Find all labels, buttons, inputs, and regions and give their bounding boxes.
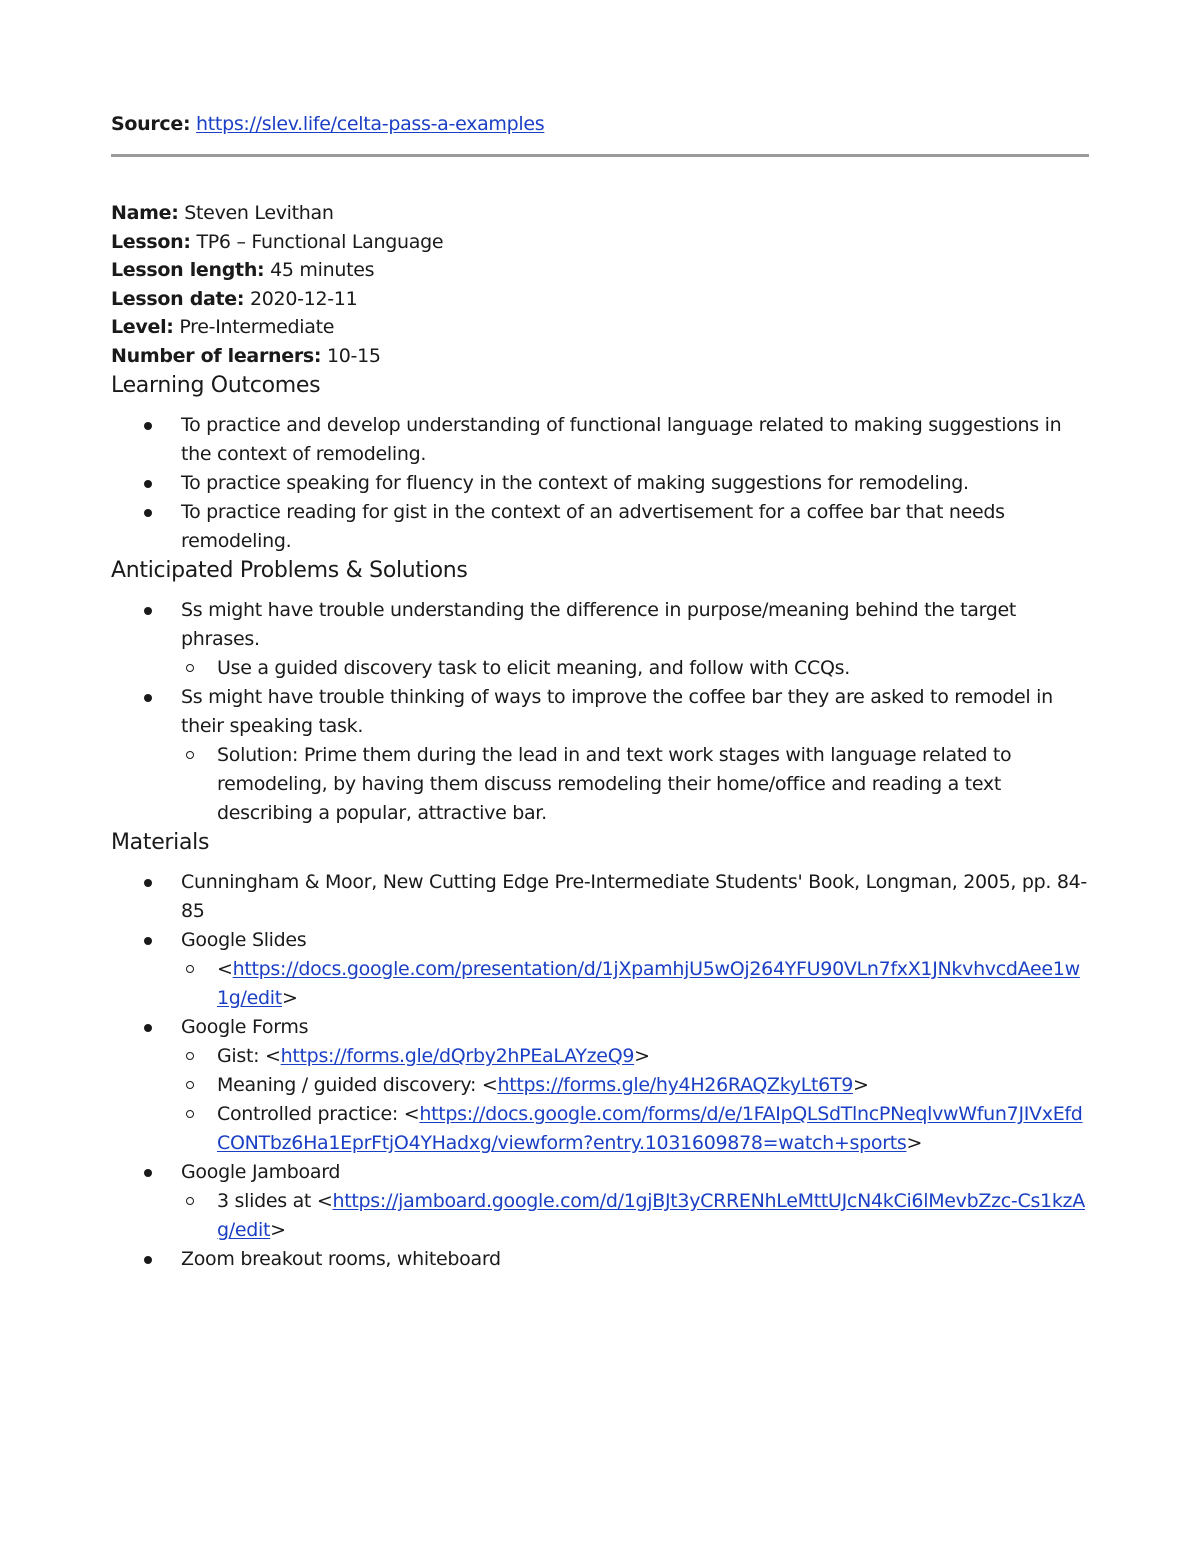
level-row [111,313,1089,342]
list-item-text: Ss might have trouble thinking of ways to improve the coffee bar they are asked to remodel in their speaking task. [181,685,1053,737]
circle-bullet-icon [186,1110,194,1118]
learners-label: Number of learners: [111,344,322,367]
document-page [111,110,1089,1274]
materials-heading: Materials [111,829,210,855]
problems-list [111,596,1089,828]
angle-close: > [281,986,298,1009]
google-slides-link[interactable]: https://docs.google.com/presentation/d/1jXpamhjU5wOj264YFU90VLn7fxX1JNkvhvcdAee1w1g/edit [217,957,1080,1009]
lesson-length-row [111,256,1089,285]
list-item-text: To practice reading for gist in the context of an advertisement for a coffee bar that needs remodeling. [181,500,1005,552]
learning-outcomes-list [111,411,1089,556]
sub-list-item-text: Use a guided discovery task to elicit meaning, and follow with CCQs. [217,656,850,679]
sub-list-item [181,1187,1089,1245]
angle-open: < [265,1044,281,1067]
gist-label: Gist: [217,1044,260,1067]
angle-close: > [270,1218,286,1241]
controlled-practice-label: Controlled practice: [217,1102,398,1125]
sub-list-item [181,1042,1089,1071]
list-item [111,498,1089,556]
list-item [111,596,1089,683]
lesson-length-value: 45 minutes [270,259,375,282]
angle-open: < [217,957,233,980]
lesson-value: TP6 – Functional Language [196,230,444,253]
sub-list-item [181,741,1089,828]
bullet-icon [144,1169,152,1177]
list-item [111,683,1089,828]
list-item [111,469,1089,498]
lesson-length-label: Lesson length: [111,259,265,282]
bullet-icon [144,607,152,615]
angle-close: > [634,1044,650,1067]
level-value: Pre-Intermediate [179,316,335,339]
learners-row [111,342,1089,371]
bullet-icon [144,937,152,945]
bullet-icon [144,1024,152,1032]
sub-list-item [181,1100,1089,1158]
google-slides-label: Google Slides [181,928,307,951]
lesson-info [111,199,1089,371]
problems-heading: Anticipated Problems & Solutions [111,557,468,583]
circle-bullet-icon [186,1081,194,1089]
learners-value: 10-15 [326,344,381,367]
sub-list [181,741,1089,828]
learning-outcomes-heading: Learning Outcomes [111,372,321,398]
sub-list [181,654,1089,683]
circle-bullet-icon [186,664,194,672]
angle-close: > [906,1131,923,1154]
gist-form-link[interactable]: https://forms.gle/dQrby2hPEaLAYzeQ9 [280,1044,635,1067]
angle-open: < [481,1073,498,1096]
circle-bullet-icon [186,751,194,759]
list-item [111,1158,1089,1245]
horizontal-divider [111,154,1089,157]
level-label: Level: [111,316,174,339]
bullet-icon [144,480,152,488]
sub-list [181,955,1089,1013]
list-item [111,1013,1089,1158]
jamboard-link[interactable]: https://jamboard.google.com/d/1gjBJt3yCRRENhLeMttUJcN4kCi6lMevbZzc-Cs1kzAg/edit [217,1189,1085,1241]
sub-list-item [181,1071,1089,1100]
jamboard-prefix: 3 slides at [217,1189,312,1212]
list-item [111,868,1089,926]
list-item [111,926,1089,1013]
list-item-text: Ss might have trouble understanding the difference in purpose/meaning behind the target phrases. [181,598,1017,650]
list-item [111,411,1089,469]
circle-bullet-icon [186,1052,194,1060]
google-jamboard-label: Google Jamboard [181,1160,341,1183]
angle-open: < [403,1102,420,1125]
materials-list [111,868,1089,1274]
list-item-text: To practice and develop understanding of functional language related to making suggestions in the context of remodeling. [181,413,1062,465]
lesson-date-row [111,285,1089,314]
circle-bullet-icon [186,1197,194,1205]
name-value: Steven Levithan [184,202,334,224]
meaning-label: Meaning / guided discovery: [217,1073,477,1096]
source-line [111,110,1089,138]
google-forms-label: Google Forms [181,1015,309,1038]
book-reference: Cunningham & Moor, New Cutting Edge Pre-Intermediate Students' Book, Longman, 2005, pp. 84-85 [181,870,1087,922]
name-label: Name: [111,202,179,224]
meaning-form-link[interactable]: https://forms.gle/hy4H26RAQZkyLt6T9 [497,1073,854,1096]
zoom-item: Zoom breakout rooms, whiteboard [181,1247,501,1270]
angle-close: > [853,1073,869,1096]
sub-list-item-text: Solution: Prime them during the lead in and text work stages with language related to remodeling, by having them discuss remodeling their home/office and reading a text describing a popular, attractive bar. [217,743,1012,824]
circle-bullet-icon [186,965,194,973]
controlled-practice-link[interactable]: https://docs.google.com/forms/d/e/1FAIpQLSdTlncPNeqlvwWfun7JIVxEfdCONTbz6Ha1EprFtjO4YHadxg/viewform?entry.1031609878=watch+sports [217,1102,1083,1154]
angle-open: < [316,1189,333,1212]
sub-list [181,1187,1089,1245]
source-label: Source: [111,113,191,135]
bullet-icon [144,1256,152,1264]
sub-list-item [181,955,1089,1013]
source-link[interactable]: https://slev.life/celta-pass-a-examples [196,113,545,135]
lesson-label: Lesson: [111,230,191,253]
lesson-date-value: 2020-12-11 [249,287,358,310]
list-item-text: To practice speaking for fluency in the context of making suggestions for remodeling. [181,471,969,494]
bullet-icon [144,694,152,702]
lesson-date-label: Lesson date: [111,287,245,310]
bullet-icon [144,422,152,430]
sub-list [181,1042,1089,1158]
bullet-icon [144,879,152,887]
sub-list-item [181,654,1089,683]
bullet-icon [144,509,152,517]
list-item [111,1245,1089,1274]
lesson-row [111,228,1089,257]
name-row [111,199,1089,228]
